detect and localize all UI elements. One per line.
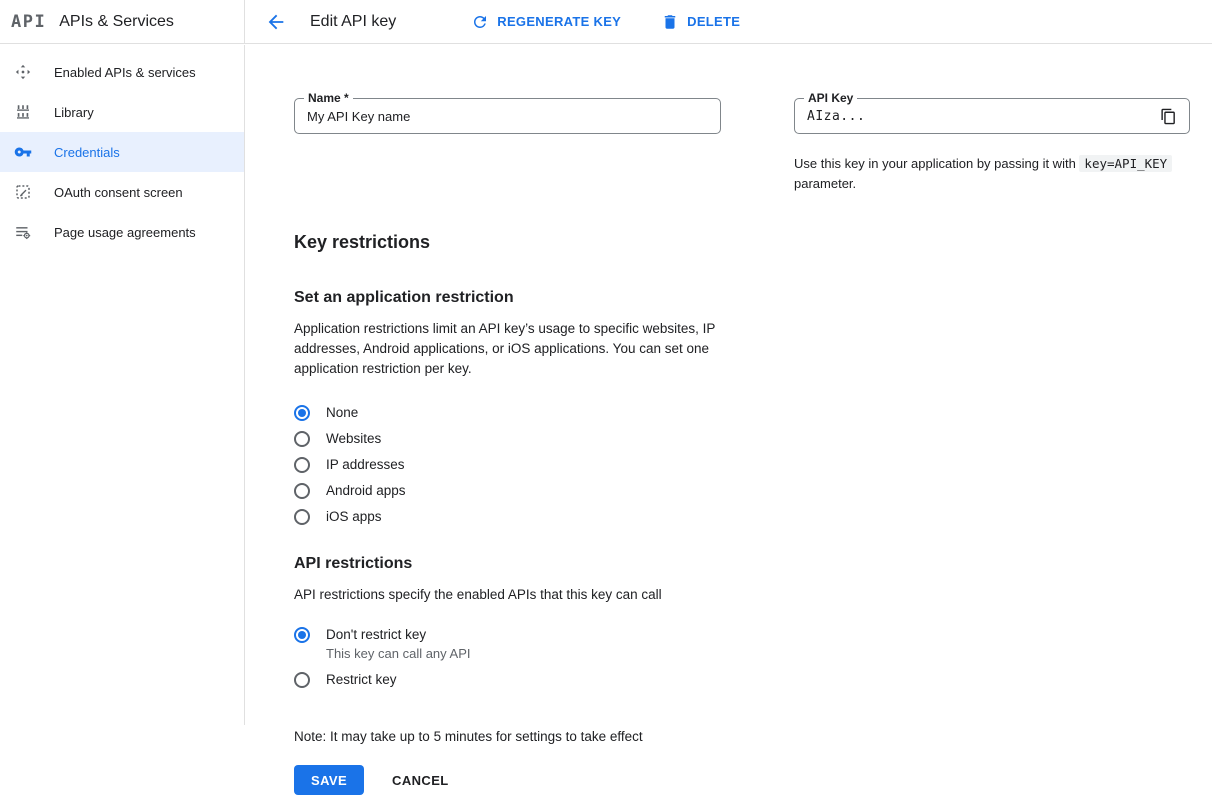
settings-note: Note: It may take up to 5 minutes for settings to take effect xyxy=(294,729,643,744)
app-title: APIs & Services xyxy=(59,12,174,30)
api-key-field xyxy=(794,91,1190,134)
radio-button[interactable] xyxy=(294,431,310,447)
api-key-field-label: API Key xyxy=(804,91,857,105)
sidebar-item-label: OAuth consent screen xyxy=(54,184,183,200)
sidebar-item-label: Library xyxy=(54,104,94,120)
trash-icon xyxy=(661,13,679,31)
radio-option-restrict-key[interactable] xyxy=(294,667,1212,693)
application-restriction-description: Application restrictions limit an API key’s usage to specific websites, IP addresses, Android applications, or iOS applications. You can set one application restriction per key. xyxy=(294,321,716,376)
radio-button[interactable] xyxy=(294,509,310,525)
oauth-consent-icon xyxy=(14,183,32,201)
copy-button[interactable] xyxy=(1160,108,1177,125)
sidebar-item-label: Page usage agreements xyxy=(54,224,196,240)
sidebar-item-oauth-consent[interactable] xyxy=(0,172,244,212)
radio-label: IP addresses xyxy=(326,457,405,472)
radio-option-none[interactable] xyxy=(294,400,1212,426)
radio-button[interactable] xyxy=(294,672,310,688)
radio-label: Websites xyxy=(326,431,382,446)
radio-option-ip-addresses[interactable] xyxy=(294,452,1212,478)
sidebar-item-page-agreements[interactable] xyxy=(0,212,244,252)
back-button[interactable] xyxy=(264,10,288,34)
back-arrow-icon xyxy=(265,11,287,33)
hint-prefix: Use this key in your application by passing it with xyxy=(794,156,1080,171)
page-title: Edit API key xyxy=(310,12,397,30)
radio-button[interactable] xyxy=(294,483,310,499)
api-logo: API xyxy=(11,11,47,32)
library-icon xyxy=(14,103,32,121)
sidebar-item-label: Enabled APIs & services xyxy=(54,64,196,80)
application-restriction-options xyxy=(294,400,1212,530)
refresh-icon xyxy=(471,13,489,31)
radio-button[interactable] xyxy=(294,457,310,473)
radio-sublabel: This key can call any API xyxy=(326,646,471,661)
sidebar-item-label: Credentials xyxy=(54,144,120,160)
api-key-value[interactable] xyxy=(807,109,1152,124)
name-input[interactable] xyxy=(307,109,708,124)
radio-option-android-apps[interactable] xyxy=(294,478,1212,504)
sidebar-item-library[interactable] xyxy=(0,92,244,132)
delete-label: DELETE xyxy=(687,14,741,29)
api-restrictions-description: API restrictions specify the enabled APIs that this key can call xyxy=(294,587,662,602)
radio-option-dont-restrict-key[interactable] xyxy=(294,626,1212,663)
application-restriction-heading: Set an application restriction xyxy=(294,289,514,306)
name-field-label: Name * xyxy=(304,91,353,105)
save-button[interactable]: SAVE xyxy=(294,765,364,795)
delete-button[interactable] xyxy=(661,13,740,31)
radio-label: Don't restrict key xyxy=(326,627,427,642)
api-key-hint xyxy=(794,154,1190,194)
name-field xyxy=(294,91,721,134)
sidebar xyxy=(0,45,245,725)
key-icon xyxy=(14,143,32,161)
regenerate-key-button[interactable] xyxy=(471,13,621,31)
app-brand xyxy=(0,0,245,43)
main-content xyxy=(246,45,1212,788)
page-header xyxy=(245,0,1212,43)
key-restrictions-heading: Key restrictions xyxy=(294,232,431,252)
radio-option-websites[interactable] xyxy=(294,426,1212,452)
enabled-apis-icon xyxy=(14,63,32,81)
radio-button-selected[interactable] xyxy=(294,627,310,643)
top-bar xyxy=(0,0,1212,44)
hint-code: key=API_KEY xyxy=(1079,155,1172,172)
api-restrictions-options xyxy=(294,626,1212,693)
form-actions xyxy=(294,765,1212,795)
cancel-button[interactable]: CANCEL xyxy=(392,772,449,788)
regenerate-key-label: REGENERATE KEY xyxy=(497,14,622,29)
page-agreements-icon xyxy=(14,223,32,241)
hint-suffix: parameter. xyxy=(794,176,857,191)
radio-option-ios-apps[interactable] xyxy=(294,504,1212,530)
sidebar-item-enabled-apis[interactable] xyxy=(0,52,244,92)
radio-label: None xyxy=(326,405,359,420)
radio-label: Android apps xyxy=(326,483,406,498)
radio-label: iOS apps xyxy=(326,509,382,524)
copy-icon xyxy=(1160,108,1177,125)
api-restrictions-heading: API restrictions xyxy=(294,555,413,572)
radio-button-selected[interactable] xyxy=(294,405,310,421)
sidebar-item-credentials[interactable] xyxy=(0,132,244,172)
radio-label: Restrict key xyxy=(326,672,397,687)
